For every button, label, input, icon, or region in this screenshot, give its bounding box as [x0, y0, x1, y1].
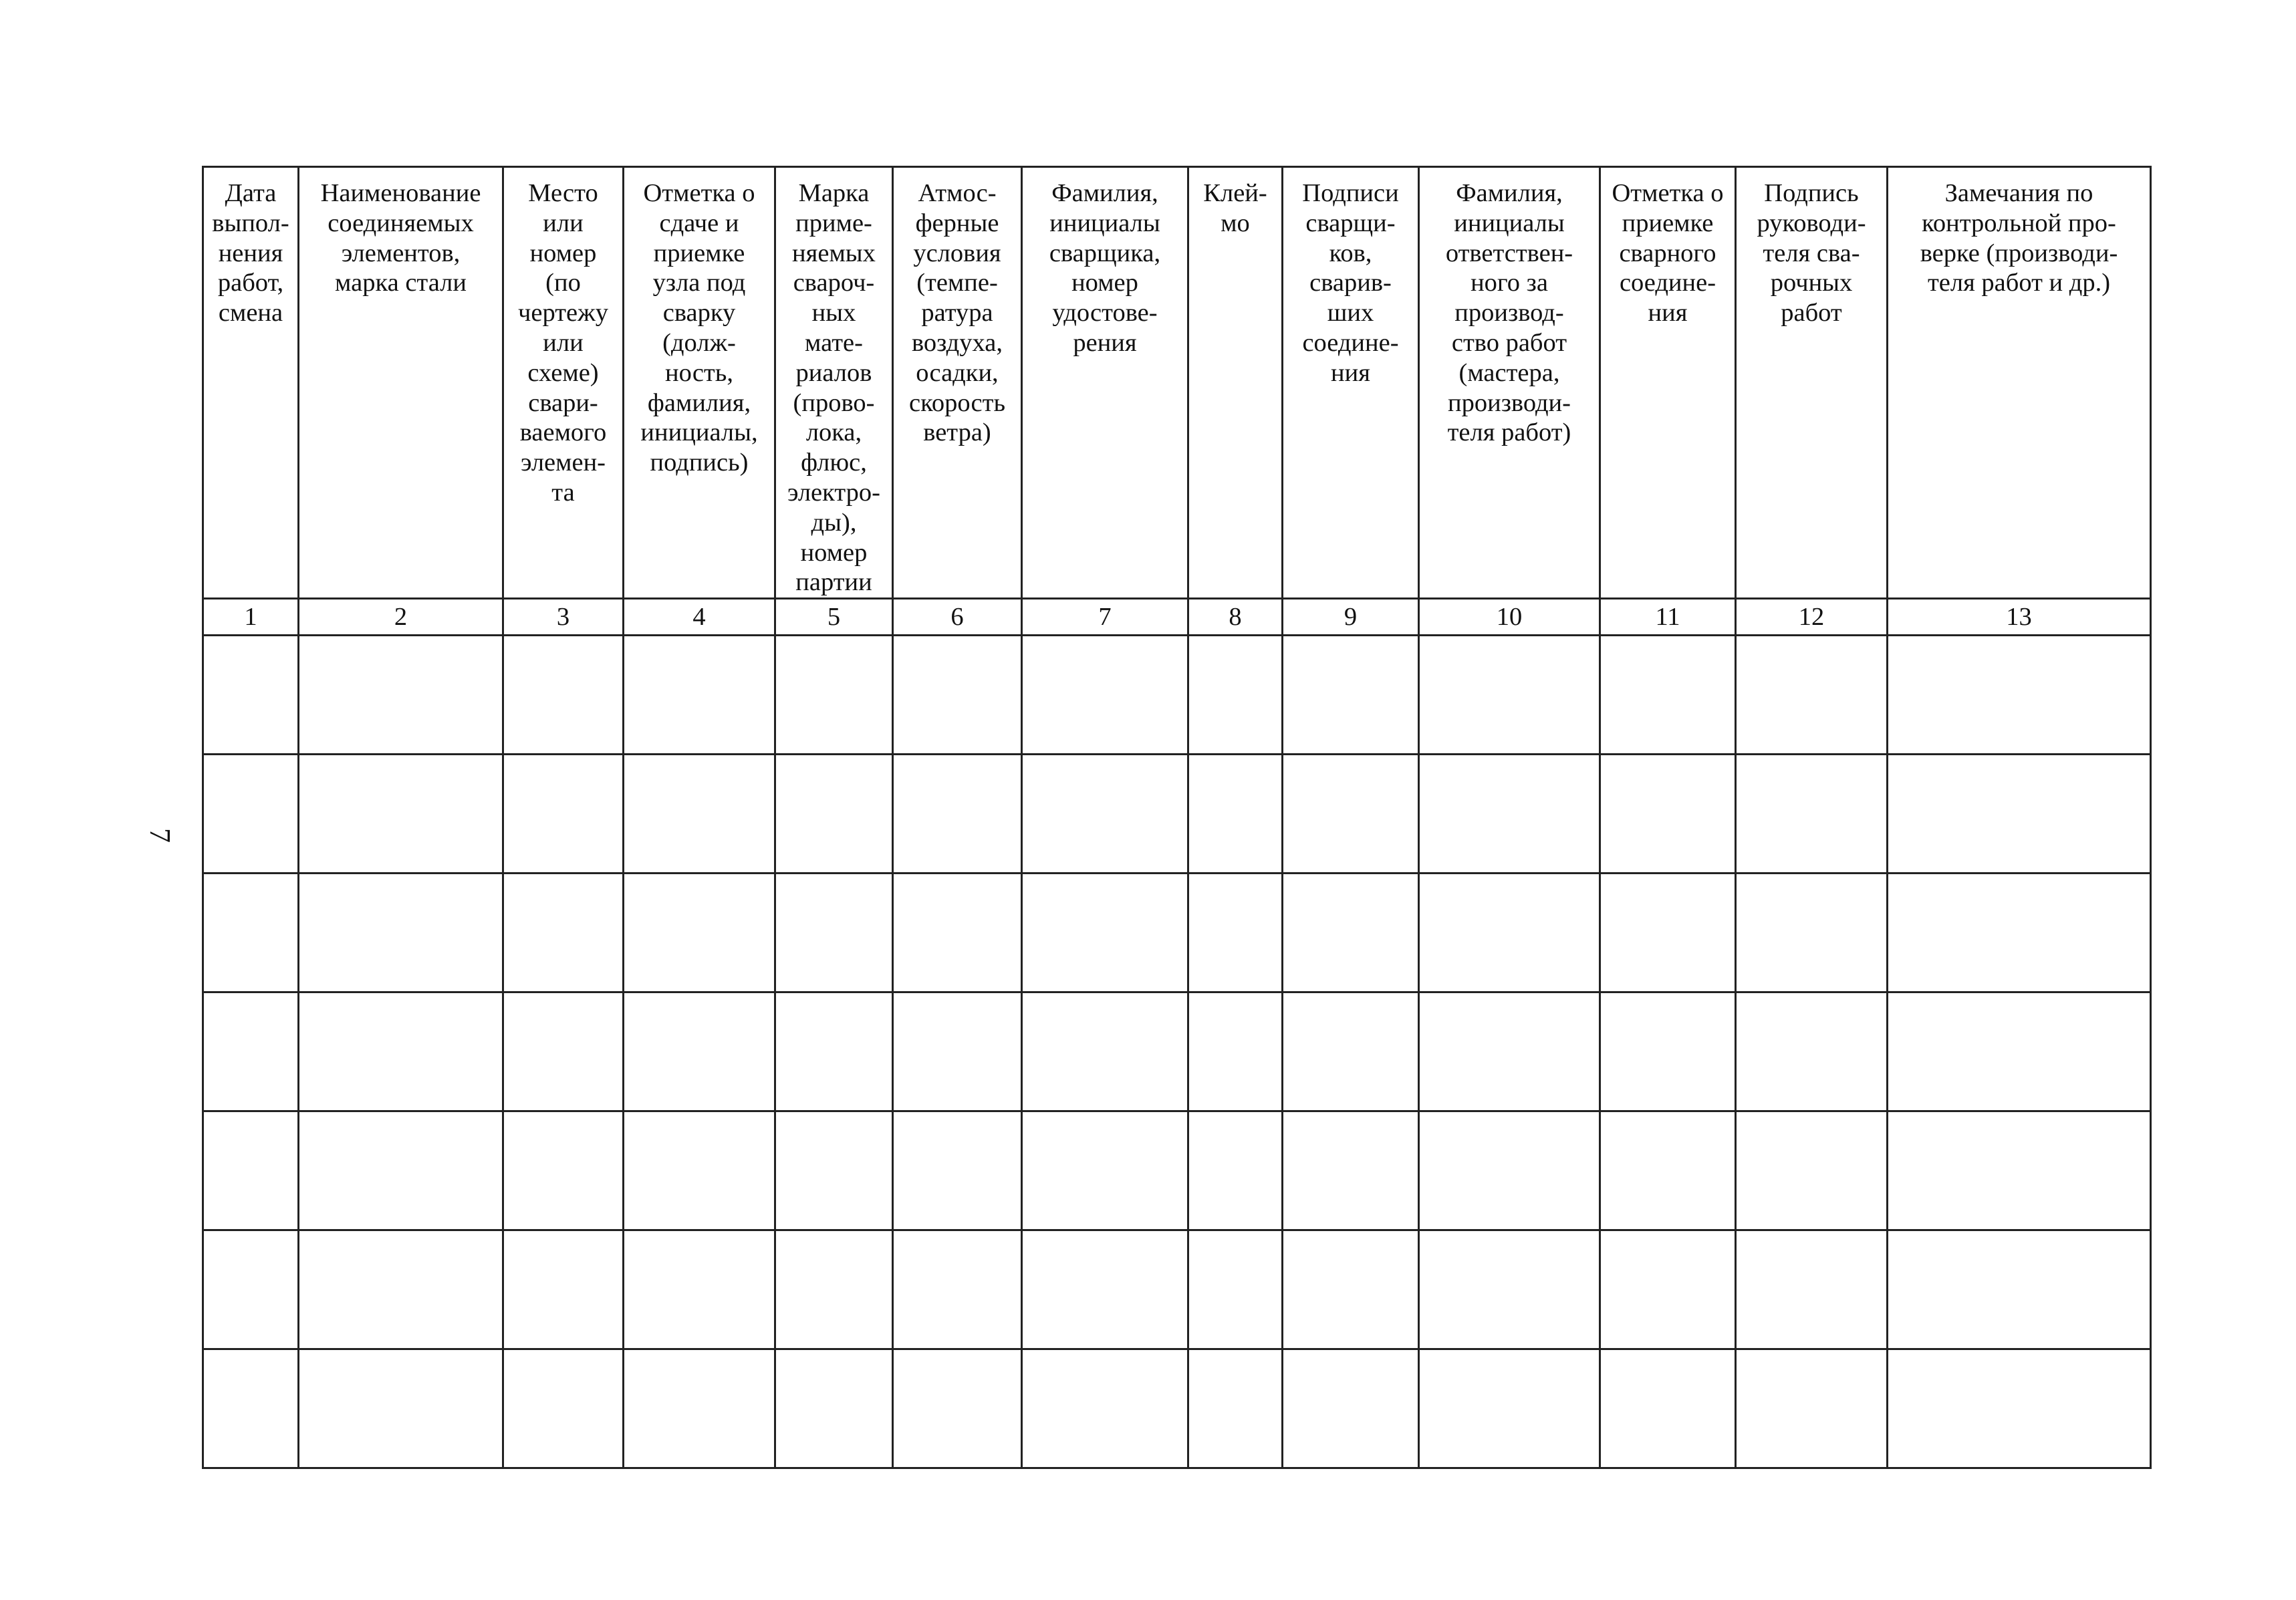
header-line: свари-: [528, 388, 598, 417]
table-row: [203, 874, 2151, 992]
table-cell[interactable]: [203, 1230, 299, 1349]
table-cell[interactable]: [775, 874, 893, 992]
table-cell[interactable]: [503, 1349, 624, 1468]
header-line: элементов,: [341, 239, 461, 267]
header-line: сварного: [1619, 239, 1716, 267]
table-cell[interactable]: [1188, 1230, 1283, 1349]
table-cell[interactable]: [893, 992, 1022, 1111]
header-line: инициалы,: [640, 418, 758, 447]
header-line: ферные: [915, 209, 999, 237]
header-line: теля сва-: [1763, 239, 1860, 267]
table-cell[interactable]: [893, 1230, 1022, 1349]
header-line: (темпе-: [916, 269, 998, 297]
table-cell[interactable]: [1022, 755, 1188, 874]
header-line: скорость: [908, 388, 1006, 417]
table-cell[interactable]: [1600, 992, 1736, 1111]
header-line: выпол-: [212, 209, 289, 237]
table-cell[interactable]: [1419, 874, 1600, 992]
header-line: инициалы: [1049, 209, 1160, 237]
column-header-5: [775, 167, 893, 599]
table-cell[interactable]: [1888, 874, 2151, 992]
header-line: флюс,: [801, 448, 867, 477]
table-cell[interactable]: [203, 1349, 299, 1468]
header-line: узла под: [652, 269, 746, 297]
header-line: ного за: [1471, 269, 1548, 297]
header-line: верке (производи-: [1920, 239, 2118, 267]
header-line: Подписи: [1302, 179, 1399, 207]
table-cell[interactable]: [624, 874, 775, 992]
header-line: рочных: [1770, 269, 1853, 297]
table-cell[interactable]: [893, 636, 1022, 755]
table-cell[interactable]: [1419, 755, 1600, 874]
table-cell[interactable]: [1600, 1349, 1736, 1468]
table-cell[interactable]: [1188, 636, 1283, 755]
table-cell[interactable]: [1600, 1111, 1736, 1230]
header-line: элемен-: [520, 448, 606, 477]
header-line: производ-: [1454, 299, 1564, 327]
header-line: Фамилия,: [1456, 179, 1563, 207]
header-line: лока,: [805, 418, 862, 447]
column-number: 1: [203, 599, 299, 636]
header-line: работ: [1781, 299, 1842, 327]
header-line: воздуха,: [912, 328, 1003, 357]
header-line: ды),: [811, 508, 857, 537]
table-cell[interactable]: [299, 874, 503, 992]
header-line: Подпись: [1764, 179, 1859, 207]
column-number: 9: [1283, 599, 1419, 636]
header-line: условия: [913, 239, 1001, 267]
table-cell[interactable]: [1283, 1349, 1419, 1468]
page-number: 7: [144, 828, 176, 843]
column-number: 7: [1022, 599, 1188, 636]
table-cell[interactable]: [203, 636, 299, 755]
table-cell[interactable]: [203, 992, 299, 1111]
table-cell[interactable]: [893, 1111, 1022, 1230]
header-line: производи-: [1448, 388, 1571, 417]
header-line: соедине-: [1302, 328, 1399, 357]
table-cell[interactable]: [503, 755, 624, 874]
header-line: инициалы: [1454, 209, 1565, 237]
column-header-1: [203, 167, 299, 599]
table-cell[interactable]: [1888, 1111, 2151, 1230]
table-cell[interactable]: [1188, 992, 1283, 1111]
header-line: теля работ): [1447, 418, 1571, 447]
table-cell[interactable]: [1022, 1230, 1188, 1349]
header-line: та: [551, 478, 575, 507]
table-cell[interactable]: [1188, 1349, 1283, 1468]
header-line: работ,: [217, 269, 284, 297]
column-header-3: [503, 167, 624, 599]
header-line: электро-: [787, 478, 880, 507]
table-cell[interactable]: [503, 1230, 624, 1349]
header-line: Дата: [225, 179, 277, 207]
header-line: или: [543, 328, 584, 357]
table-cell[interactable]: [1283, 755, 1419, 874]
header-line: Место: [528, 179, 598, 207]
header-line: свароч-: [793, 269, 875, 297]
header-line: схеме): [527, 358, 599, 387]
table-cell[interactable]: [1022, 1349, 1188, 1468]
column-number: 2: [299, 599, 503, 636]
table-cell[interactable]: [624, 1349, 775, 1468]
header-line: руководи-: [1757, 209, 1866, 237]
header-line: (долж-: [662, 328, 736, 357]
header-line: соедине-: [1619, 269, 1716, 297]
table-cell[interactable]: [503, 874, 624, 992]
header-line: Замечания по: [1944, 179, 2093, 207]
header-line: номер: [1071, 269, 1138, 297]
table-row: [203, 1230, 2151, 1349]
table-cell[interactable]: [1022, 992, 1188, 1111]
table-cell[interactable]: [1419, 992, 1600, 1111]
table-cell[interactable]: [893, 874, 1022, 992]
table-cell[interactable]: [775, 755, 893, 874]
header-line: номер: [800, 538, 868, 567]
table-cell[interactable]: [503, 992, 624, 1111]
column-number: 12: [1736, 599, 1888, 636]
header-line: контрольной про-: [1922, 209, 2116, 237]
header-line: Клей-: [1203, 179, 1267, 207]
table-cell[interactable]: [893, 1349, 1022, 1468]
header-line: ных: [811, 299, 856, 327]
header-line: ность,: [665, 358, 733, 387]
header-line: сварив-: [1309, 269, 1392, 297]
header-line: ния: [1331, 358, 1370, 387]
header-line: нения: [218, 239, 283, 267]
header-line: партии: [795, 568, 872, 597]
table-row: [203, 755, 2151, 874]
table-cell[interactable]: [299, 1349, 503, 1468]
table-cell[interactable]: [1736, 1349, 1888, 1468]
table-cell[interactable]: [1600, 1230, 1736, 1349]
header-line: сварку: [662, 299, 736, 327]
table-cell[interactable]: [1736, 874, 1888, 992]
column-header-8: [1188, 167, 1283, 599]
table-cell[interactable]: [1419, 1349, 1600, 1468]
table-row: [203, 1111, 2151, 1230]
table-cell[interactable]: [299, 992, 503, 1111]
header-line: ков,: [1329, 239, 1372, 267]
header-line: номер: [529, 239, 597, 267]
table-row: [203, 992, 2151, 1111]
table-cell[interactable]: [1888, 755, 2151, 874]
header-line: смена: [218, 299, 283, 327]
column-number: 5: [775, 599, 893, 636]
header-line: сварщика,: [1049, 239, 1161, 267]
table-cell[interactable]: [503, 1111, 624, 1230]
header-line: (мастера,: [1458, 358, 1560, 387]
header-line: риалов: [795, 358, 872, 387]
header-line: или: [543, 209, 584, 237]
column-header-11: [1600, 167, 1736, 599]
column-number: 6: [893, 599, 1022, 636]
table-cell[interactable]: [1736, 636, 1888, 755]
table-cell[interactable]: [1419, 636, 1600, 755]
table-cell[interactable]: [1022, 1111, 1188, 1230]
table-cell[interactable]: [775, 1230, 893, 1349]
header-line: удостове-: [1052, 299, 1158, 327]
header-line: Фамилия,: [1051, 179, 1158, 207]
table-row: [203, 636, 2151, 755]
header-line: мо: [1221, 209, 1250, 237]
header-line: ваемого: [519, 418, 607, 447]
table-cell[interactable]: [503, 636, 624, 755]
header-line: осадки,: [916, 358, 999, 387]
table-cell[interactable]: [775, 1349, 893, 1468]
header-line: няемых: [792, 239, 876, 267]
table-cell[interactable]: [203, 755, 299, 874]
table-cell[interactable]: [624, 1111, 775, 1230]
column-header-2: [299, 167, 503, 599]
table-cell[interactable]: [1888, 992, 2151, 1111]
header-line: (по: [545, 269, 581, 297]
table-cell[interactable]: [1283, 1111, 1419, 1230]
column-number: 4: [624, 599, 775, 636]
table-cell[interactable]: [203, 874, 299, 992]
table-cell[interactable]: [1188, 755, 1283, 874]
column-header-6: [893, 167, 1022, 599]
table-cell[interactable]: [1736, 1111, 1888, 1230]
header-line: ния: [1648, 299, 1688, 327]
header-line: ответствен-: [1445, 239, 1573, 267]
welding-journal-table: [202, 166, 2152, 1469]
table-cell[interactable]: [1283, 874, 1419, 992]
column-header-4: [624, 167, 775, 599]
header-line: Наименование: [320, 179, 481, 207]
table-cell[interactable]: [624, 992, 775, 1111]
column-header-12: [1736, 167, 1888, 599]
header-line: теля работ и др.): [1927, 269, 2111, 297]
table-cell[interactable]: [1022, 874, 1188, 992]
table-cell[interactable]: [1600, 755, 1736, 874]
header-line: фамилия,: [647, 388, 751, 417]
table-cell[interactable]: [1188, 874, 1283, 992]
header-line: ство работ: [1451, 328, 1567, 357]
table-cell[interactable]: [1736, 992, 1888, 1111]
header-line: Атмос-: [918, 179, 997, 207]
column-number: 10: [1419, 599, 1600, 636]
table-cell[interactable]: [299, 755, 503, 874]
table-cell[interactable]: [299, 1230, 503, 1349]
header-line: соединяемых: [328, 209, 474, 237]
header-line: ратура: [921, 299, 993, 327]
table-cell[interactable]: [1283, 992, 1419, 1111]
table-cell[interactable]: [203, 1111, 299, 1230]
table-cell[interactable]: [1736, 1230, 1888, 1349]
header-line: рения: [1073, 328, 1137, 357]
table-cell[interactable]: [299, 636, 503, 755]
table-cell[interactable]: [1888, 1349, 2151, 1468]
header-line: приемке: [1622, 209, 1714, 237]
table-row: [203, 1349, 2151, 1468]
table-cell[interactable]: [1736, 755, 1888, 874]
header-line: ших: [1327, 299, 1374, 327]
header-row: [203, 167, 2151, 599]
table-cell[interactable]: [775, 992, 893, 1111]
header-line: сварщи-: [1305, 209, 1396, 237]
column-number-row: [203, 599, 2151, 636]
table-cell[interactable]: [1419, 1111, 1600, 1230]
header-line: Марка: [798, 179, 870, 207]
table-cell[interactable]: [299, 1111, 503, 1230]
header-line: Отметка о: [643, 179, 755, 207]
table-cell[interactable]: [1283, 636, 1419, 755]
table-cell[interactable]: [1419, 1230, 1600, 1349]
header-line: (прово-: [793, 388, 875, 417]
table-cell[interactable]: [893, 755, 1022, 874]
table-cell[interactable]: [1022, 636, 1188, 755]
header-line: Отметка о: [1612, 179, 1724, 207]
table-cell[interactable]: [1888, 1230, 2151, 1349]
column-number: 3: [503, 599, 624, 636]
header-line: мате-: [805, 328, 863, 357]
header-line: подпись): [650, 448, 749, 477]
table-cell[interactable]: [1600, 874, 1736, 992]
header-line: ветра): [923, 418, 991, 447]
column-number: 8: [1188, 599, 1283, 636]
header-line: приемке: [653, 239, 745, 267]
column-header-7: [1022, 167, 1188, 599]
column-header-13: [1888, 167, 2151, 599]
header-line: чертежу: [518, 299, 608, 327]
column-number: 13: [1888, 599, 2151, 636]
table-cell[interactable]: [1888, 636, 2151, 755]
table-cell[interactable]: [1188, 1111, 1283, 1230]
header-line: марка стали: [335, 269, 467, 297]
header-line: приме-: [795, 209, 872, 237]
table-cell[interactable]: [624, 1230, 775, 1349]
table-cell[interactable]: [1600, 636, 1736, 755]
table-cell[interactable]: [775, 636, 893, 755]
column-header-9: [1283, 167, 1419, 599]
table-cell[interactable]: [624, 636, 775, 755]
header-line: сдаче и: [659, 209, 739, 237]
table-cell[interactable]: [624, 755, 775, 874]
table-cell[interactable]: [775, 1111, 893, 1230]
table-cell[interactable]: [1283, 1230, 1419, 1349]
column-number: 11: [1600, 599, 1736, 636]
column-header-10: [1419, 167, 1600, 599]
